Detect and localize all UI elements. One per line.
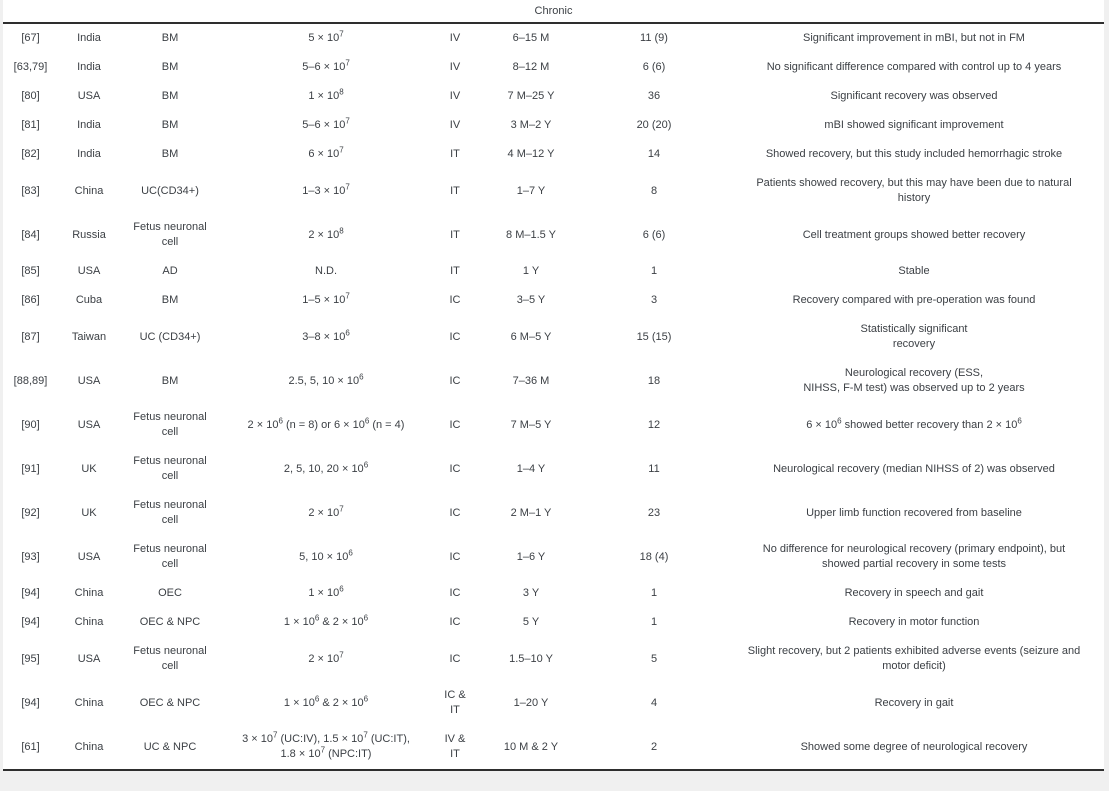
cell-cell-type: OEC	[158, 587, 182, 599]
cell-reference: [95]	[21, 652, 40, 665]
cell-reference: [82]	[21, 148, 40, 160]
cell-dose: $5-6 \times 10^7$	[302, 58, 350, 73]
table-row	[3, 403, 1104, 447]
cell-route: IC	[449, 506, 461, 519]
cell-reference: [87]	[21, 330, 40, 343]
cell-dose: $2 \times 10^8$	[308, 225, 344, 241]
cell-dose: $2 \times 10^7$	[308, 649, 344, 665]
cell-dose: 2, 5, 10, $20 \times 10^6$	[283, 459, 369, 475]
cell-cell-type: Fetus neuronal cell	[133, 543, 207, 570]
cell-reference: [94]	[21, 587, 40, 599]
cell-reference: [61]	[21, 740, 40, 753]
cell-time-window: 4 M–12 Y	[507, 148, 555, 160]
cell-reference: [90]	[21, 418, 40, 431]
cell-reference: [86]	[21, 294, 40, 306]
cell-cell-type: BM	[161, 148, 179, 160]
cell-route: IV	[449, 119, 461, 131]
cell-route: IT	[450, 184, 460, 197]
cell-outcome: Showed recovery, but this study included hemorrhagic stroke	[765, 148, 1063, 160]
cell-route: IC	[449, 550, 461, 563]
cell-route: IT	[450, 228, 460, 241]
cell-route: IV	[449, 61, 461, 73]
cell-dose: $2 \times 10^7$	[308, 503, 344, 519]
cell-route: IC	[449, 418, 461, 431]
cell-reference: [88,89]	[13, 374, 48, 387]
chronic-stroke-studies-table	[3, 0, 1104, 769]
cell-time-window: 1–7 Y	[516, 184, 546, 197]
cell-outcome: Recovery in motor function	[848, 616, 980, 628]
table-row	[3, 491, 1104, 535]
cell-dose: $1 \times 10^8$	[308, 87, 344, 102]
cell-time-window: 3 Y	[522, 587, 540, 599]
table-row	[3, 535, 1104, 579]
cell-outcome: Significant improvement in mBI, but not in FM	[803, 32, 1025, 44]
cell-patient-count: 6 (6)	[642, 228, 666, 241]
cell-reference: [84]	[21, 228, 40, 241]
cell-reference: [94]	[21, 696, 40, 709]
cell-time-window: 2 M–1 Y	[510, 506, 552, 519]
table-row	[3, 213, 1104, 257]
cell-country: China	[74, 740, 104, 753]
table-row	[3, 257, 1104, 286]
cell-route: IC & IT	[444, 689, 466, 716]
cell-country: India	[77, 32, 101, 44]
cell-time-window: 1 Y	[522, 265, 540, 277]
cell-outcome: Showed some degree of neurological recovery	[800, 740, 1028, 753]
cell-patient-count: 15 (15)	[636, 330, 672, 343]
cell-patient-count: 18 (4)	[639, 550, 669, 563]
cell-dose: N.D.	[315, 265, 337, 277]
cell-cell-type: AD	[162, 265, 178, 277]
cell-outcome: No difference for neurological recovery (primary endpoint), but showed partial recovery in some tests	[762, 543, 1066, 570]
cell-reference: [63,79]	[13, 61, 48, 73]
cell-patient-count: 20 (20)	[636, 119, 672, 131]
cell-outcome: Significant recovery was observed	[830, 90, 998, 102]
table-row	[3, 23, 1104, 53]
table-row	[3, 169, 1104, 213]
cell-country: India	[77, 61, 101, 73]
cell-dose: 2.5, 5, $10 \times 10^6$	[288, 371, 364, 387]
cell-patient-count: 11	[648, 462, 660, 475]
cell-cell-type: OEC & NPC	[139, 616, 201, 628]
table-row	[3, 637, 1104, 681]
cell-patient-count: 1	[650, 265, 658, 277]
table-group-header-row	[3, 0, 1104, 23]
cell-outcome: Recovery compared with pre-operation was found	[792, 294, 1036, 306]
cell-time-window: 7 M–5 Y	[510, 418, 552, 431]
table-row	[3, 608, 1104, 637]
cell-patient-count: 3	[650, 294, 658, 306]
cell-outcome: Neurological recovery (ESS, NIHSS, F-M test) was observed up to 2 years	[803, 367, 1025, 394]
cell-time-window: 8–12 M	[512, 61, 550, 73]
cell-time-window: 10 M & 2 Y	[503, 740, 559, 753]
cell-dose: $5 \times 10^7$	[308, 29, 344, 44]
cell-reference: [91]	[21, 462, 40, 475]
group-header-chronic: Chronic	[3, 0, 1104, 23]
cell-reference: [92]	[21, 506, 40, 519]
cell-time-window: 1–6 Y	[516, 550, 546, 563]
cell-country: USA	[77, 265, 101, 277]
cell-dose: $6 \times 10^7$	[308, 145, 344, 160]
cell-country: UK	[81, 462, 97, 475]
cell-route: IV & IT	[444, 733, 466, 760]
cell-dose: $3-8 \times 10^6$	[302, 327, 350, 343]
cell-reference: [83]	[21, 184, 40, 197]
cell-patient-count: 2	[650, 740, 658, 753]
cell-cell-type: Fetus neuronal cell	[133, 645, 207, 672]
cell-cell-type: BM	[161, 294, 179, 306]
cell-cell-type: BM	[161, 374, 179, 387]
cell-route: IC	[449, 374, 461, 387]
table-row	[3, 82, 1104, 111]
cell-country: Taiwan	[71, 330, 107, 343]
cell-cell-type: BM	[161, 32, 179, 44]
cell-patient-count: 1	[650, 616, 658, 628]
cell-outcome: Recovery in gait	[874, 696, 954, 709]
cell-route: IC	[449, 330, 461, 343]
cell-reference: [80]	[21, 90, 40, 102]
cell-patient-count: 23	[647, 506, 661, 519]
cell-time-window: 3–5 Y	[516, 294, 546, 306]
cell-country: USA	[77, 418, 101, 431]
cell-cell-type: UC(CD34+)	[141, 184, 199, 197]
cell-outcome: Patients showed recovery, but this may have been due to natural history	[756, 177, 1072, 204]
cell-route: IV	[449, 90, 461, 102]
table-row	[3, 140, 1104, 169]
cell-reference: [94]	[21, 616, 40, 628]
cell-reference: [85]	[21, 265, 40, 277]
cell-country: China	[74, 616, 104, 628]
cell-country: USA	[77, 652, 101, 665]
cell-country: China	[74, 696, 104, 709]
cell-outcome: Slight recovery, but 2 patients exhibited adverse events (seizure and motor deficit)	[747, 645, 1081, 672]
table-row	[3, 579, 1104, 608]
cell-patient-count: 4	[650, 696, 658, 709]
cell-route: IV	[449, 32, 461, 44]
cell-patient-count: 18	[647, 374, 661, 387]
cell-time-window: 1.5–10 Y	[509, 652, 553, 665]
cell-patient-count: 6 (6)	[642, 61, 666, 73]
table-row	[3, 315, 1104, 359]
cell-outcome: Statistically significant recovery	[860, 323, 968, 350]
cell-country: India	[77, 119, 101, 131]
cell-time-window: 6 M–5 Y	[510, 330, 552, 343]
cell-patient-count: 1	[650, 587, 658, 599]
cell-route: IC	[449, 294, 461, 306]
cell-patient-count: 11 (9)	[640, 32, 668, 44]
cell-patient-count: 8	[650, 184, 658, 197]
cell-outcome: Stable	[898, 265, 930, 277]
cell-cell-type: UC (CD34+)	[139, 330, 201, 343]
cell-dose: $1-3 \times 10^7$	[302, 181, 350, 197]
cell-route: IT	[450, 148, 460, 160]
cell-outcome: $6 \times 10^6$ showed better recovery than $2 \times 10^6$	[806, 415, 1022, 431]
cell-dose: $2 \times 10^6$ (n = 8) or $6 \times 10^6$ (n = 4)	[247, 415, 405, 431]
cell-cell-type: BM	[161, 90, 179, 102]
cell-country: China	[74, 184, 104, 197]
cell-time-window: 6–15 M	[512, 32, 550, 44]
cell-route: IT	[450, 265, 460, 277]
cell-time-window: 1–20 Y	[513, 696, 549, 709]
cell-country: China	[74, 587, 104, 599]
table-row	[3, 111, 1104, 140]
cell-country: Cuba	[75, 294, 103, 306]
cell-patient-count: 5	[650, 652, 658, 665]
cell-dose: $1 \times 10^6$	[308, 584, 344, 599]
cell-reference: [93]	[21, 550, 40, 563]
cell-dose: $1 \times 10^6$ & $2 \times 10^6$	[283, 693, 369, 709]
cell-country: UK	[81, 506, 97, 519]
cell-reference: [67]	[21, 32, 40, 44]
cell-patient-count: 12	[647, 418, 661, 431]
cell-outcome: No significant difference compared with control up to 4 years	[766, 61, 1062, 73]
table-row	[3, 681, 1104, 725]
cell-dose: $5-6 \times 10^7$	[302, 116, 350, 131]
cell-dose: $1 \times 10^6$ & $2 \times 10^6$	[283, 613, 369, 628]
cell-time-window: 7 M–25 Y	[507, 90, 555, 102]
cell-dose: 5, $10 \times 10^6$	[299, 547, 353, 563]
cell-outcome: Neurological recovery (median NIHSS of 2) was observed	[773, 462, 1055, 475]
cell-cell-type: UC & NPC	[143, 740, 197, 753]
table-row	[3, 286, 1104, 315]
table-row	[3, 53, 1104, 82]
cell-outcome: Cell treatment groups showed better recovery	[802, 228, 1026, 241]
cell-dose: $1-5 \times 10^7$	[302, 291, 350, 306]
cell-cell-type: Fetus neuronal cell	[133, 411, 207, 438]
table-row	[3, 359, 1104, 403]
cell-cell-type: BM	[161, 119, 179, 131]
cell-time-window: 8 M–1.5 Y	[506, 228, 556, 241]
cell-patient-count: 36	[647, 90, 661, 102]
cell-country: USA	[77, 90, 101, 102]
cell-cell-type: OEC & NPC	[139, 696, 201, 709]
cell-country: Russia	[72, 228, 106, 241]
cell-patient-count: 14	[647, 148, 661, 160]
cell-route: IC	[449, 652, 461, 665]
table-row	[3, 447, 1104, 491]
cell-cell-type: Fetus neuronal cell	[133, 499, 207, 526]
cell-time-window: 5 Y	[522, 616, 540, 628]
cell-cell-type: Fetus neuronal cell	[133, 455, 207, 482]
cell-country: India	[77, 148, 101, 160]
cell-cell-type: BM	[161, 61, 179, 73]
cell-country: USA	[77, 550, 101, 563]
cell-route: IC	[449, 462, 461, 475]
table-body	[3, 23, 1104, 769]
paper-table-page	[3, 0, 1104, 771]
cell-dose: $3 \times 10^7$ (UC:IV), $1.5 \times 10^7$ (UC:IT), $1.8 \times 10^7$ (NPC:IT)	[242, 730, 410, 760]
cell-route: IC	[449, 616, 461, 628]
cell-cell-type: Fetus neuronal cell	[133, 221, 207, 248]
cell-outcome: Upper limb function recovered from baseline	[806, 506, 1022, 519]
cell-reference: [81]	[21, 119, 40, 131]
cell-time-window: 7–36 M	[512, 374, 550, 387]
table-row	[3, 725, 1104, 769]
cell-outcome: mBI showed significant improvement	[824, 119, 1004, 131]
cell-route: IC	[449, 587, 461, 599]
cell-outcome: Recovery in speech and gait	[844, 587, 984, 599]
cell-country: USA	[77, 374, 101, 387]
cell-time-window: 1–4 Y	[516, 462, 546, 475]
cell-time-window: 3 M–2 Y	[510, 119, 552, 131]
